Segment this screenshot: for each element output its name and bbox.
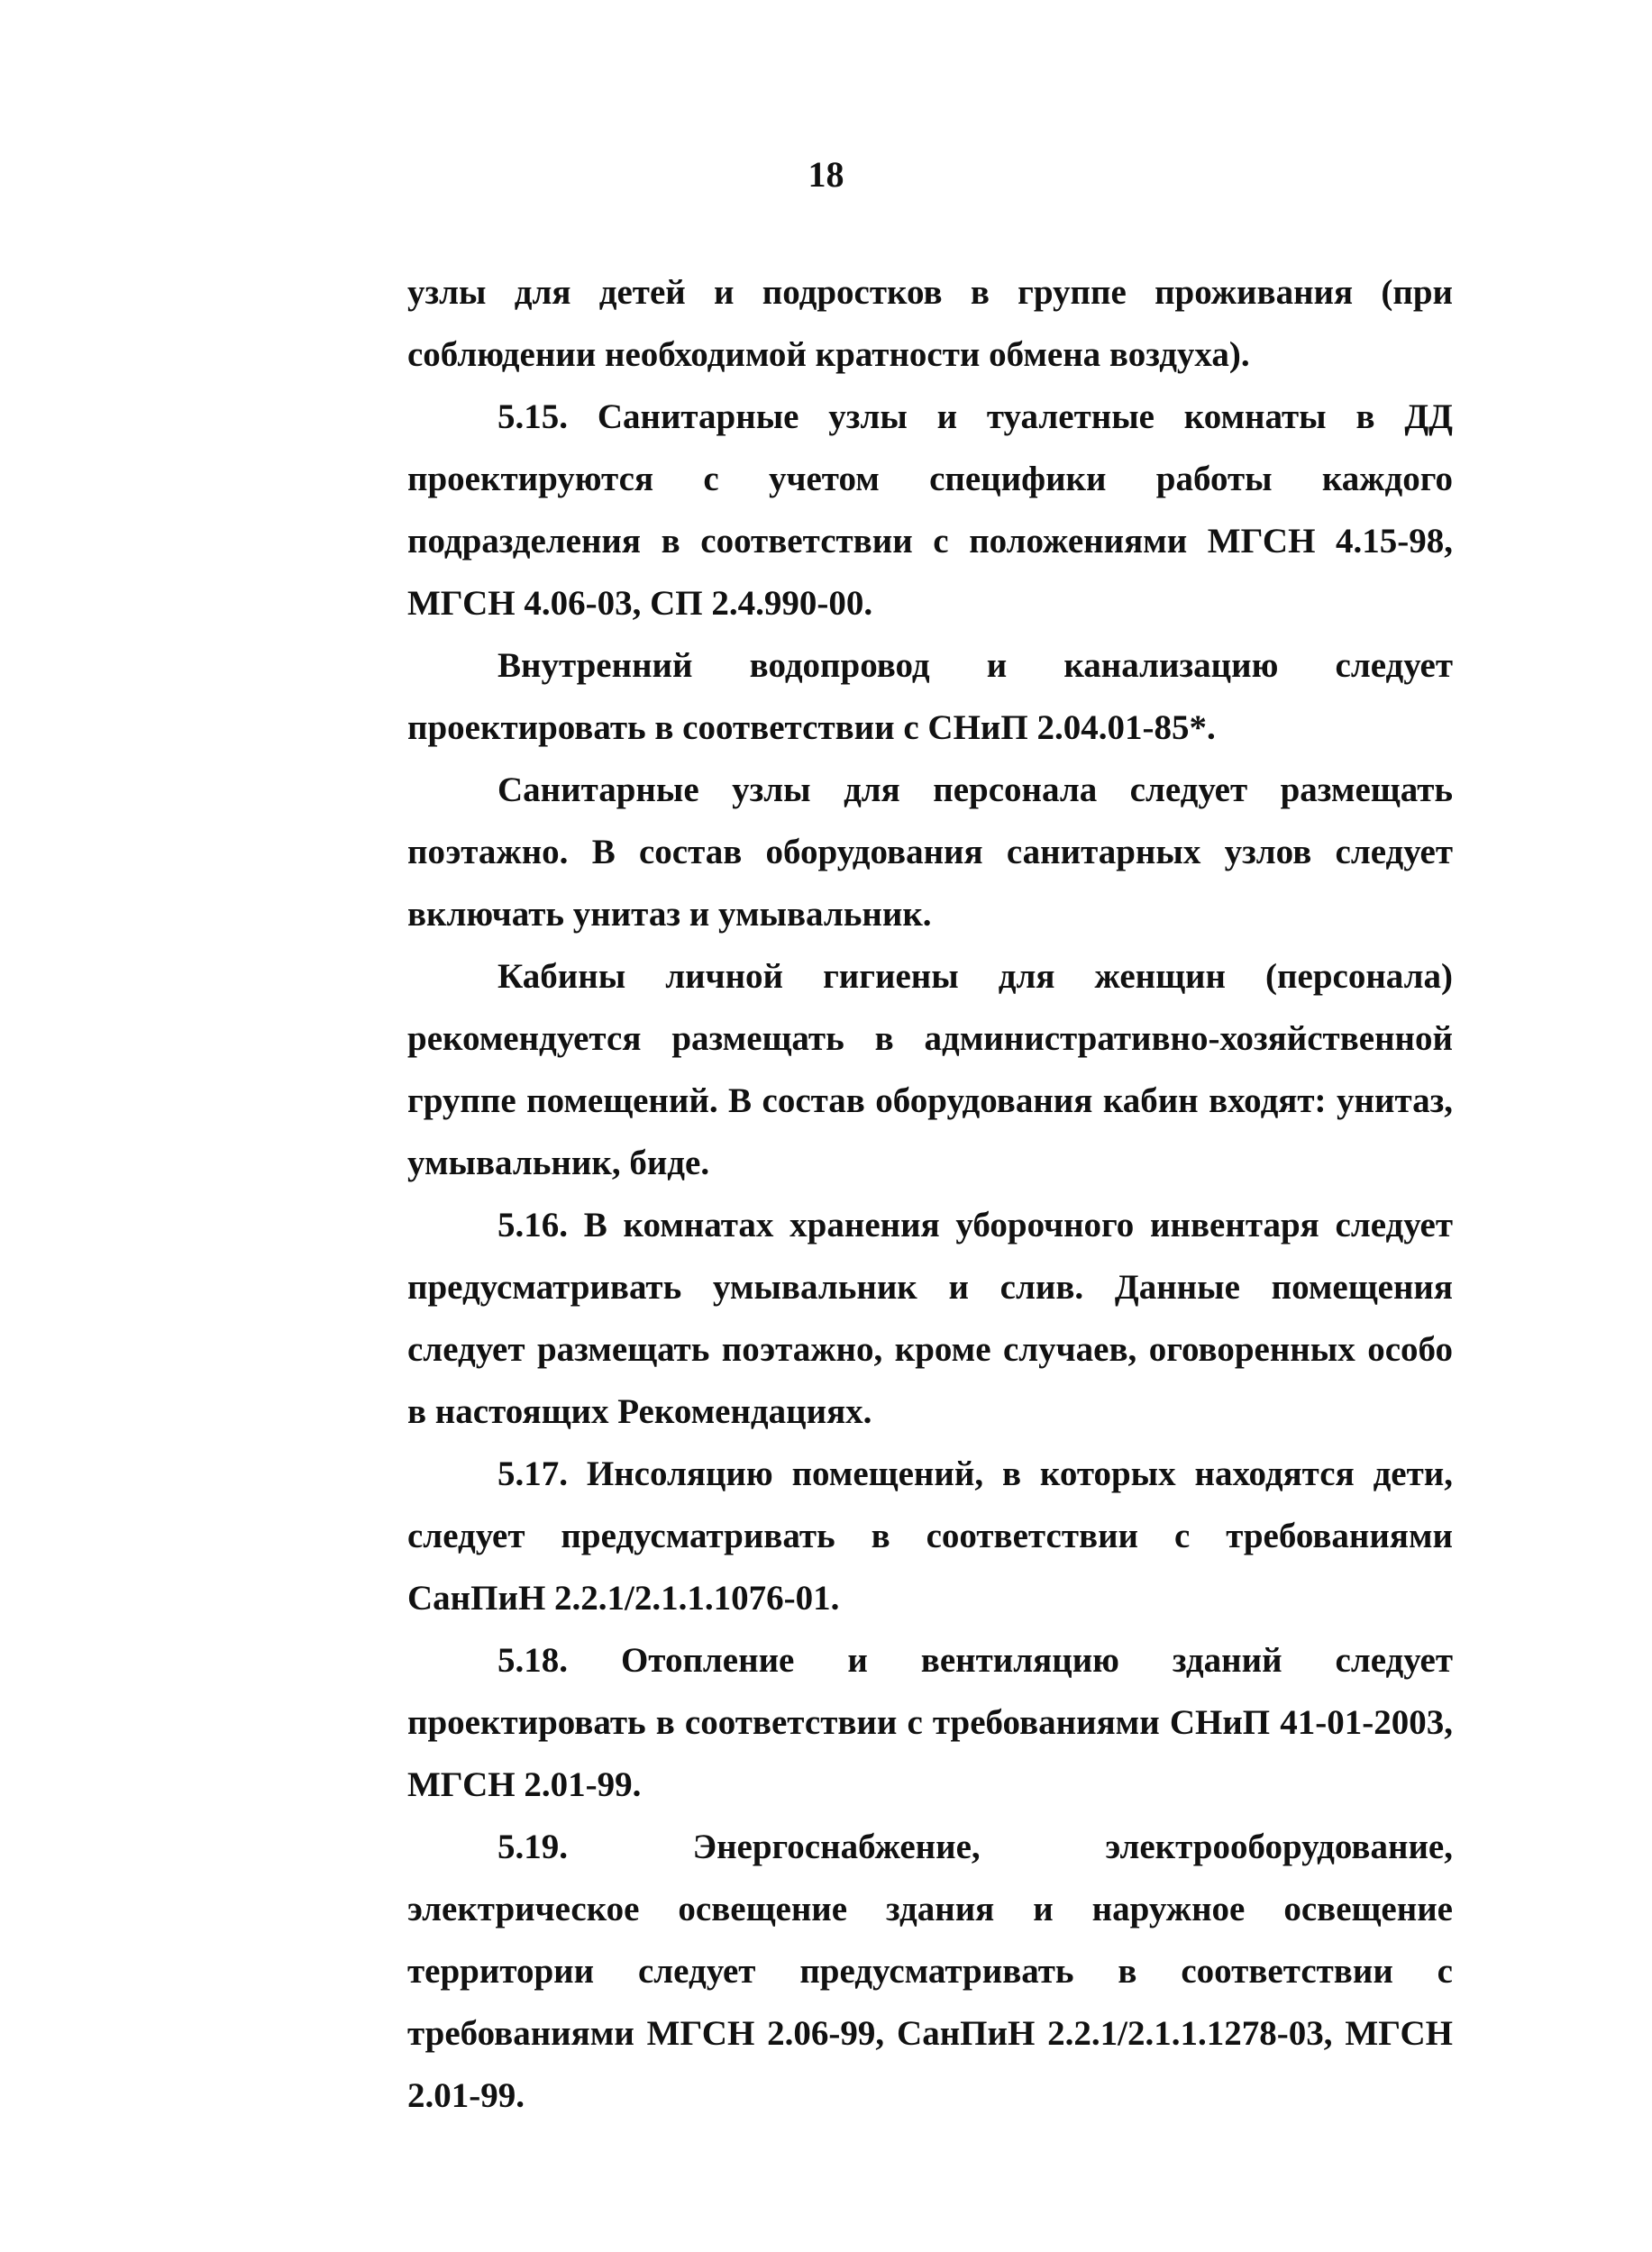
document-body xyxy=(407,261,1453,2127)
paragraph-staff-toilets: Санитарные узлы для персонала следует размещать поэтажно. В состав оборудования санитарных узлов следует включать унитаз и умывальник. xyxy=(407,770,1453,934)
paragraph-5-19: 5.19. Энергоснабжение, электрооборудование, электрическое освещение здания и наружное освещение территории следует предусматривать в соответствии с требованиями МГСН 2.06-99, СанПиН 2.2.1/2.1.1.1278-03, МГСН 2.01-99. xyxy=(407,1828,1453,2115)
paragraph-hygiene-cabins: Кабины личной гигиены для женщин (персонала) рекомендуется размещать в административно-хозяйственной группе помещений. В состав оборудования кабин входят: унитаз, умывальник, биде. xyxy=(407,957,1453,1182)
paragraph-5-18: 5.18. Отопление и вентиляцию зданий следует проектировать в соответствии с требованиями СНиП 41-01-2003, МГСН 2.01-99. xyxy=(407,1641,1453,1804)
paragraph-5-16: 5.16. В комнатах хранения уборочного инвентаря следует предусматривать умывальник и слив. Данные помещения следует размещать поэтажно, кроме случаев, оговоренных особо в настоящих Рекомендациях. xyxy=(407,1206,1453,1431)
paragraph-continuation: узлы для детей и подростков в группе проживания (при соблюдении необходимой кратности обмена воздуха). xyxy=(407,273,1453,374)
paragraph-5-17: 5.17. Инсоляцию помещений, в которых находятся дети, следует предусматривать в соответствии с требованиями СанПиН 2.2.1/2.1.1.1076-01. xyxy=(407,1454,1453,1618)
paragraph-5-15: 5.15. Санитарные узлы и туалетные комнаты в ДД проектируются с учетом специфики работы каждого подразделения в соответствии с положениями МГСН 4.15-98, МГСН 4.06-03, СП 2.4.990-00. xyxy=(407,397,1453,623)
paragraph-water-supply: Внутренний водопровод и канализацию следует проектировать в соответствии с СНиП 2.04.01-85*. xyxy=(407,646,1453,747)
page-number: 18 xyxy=(808,154,844,195)
